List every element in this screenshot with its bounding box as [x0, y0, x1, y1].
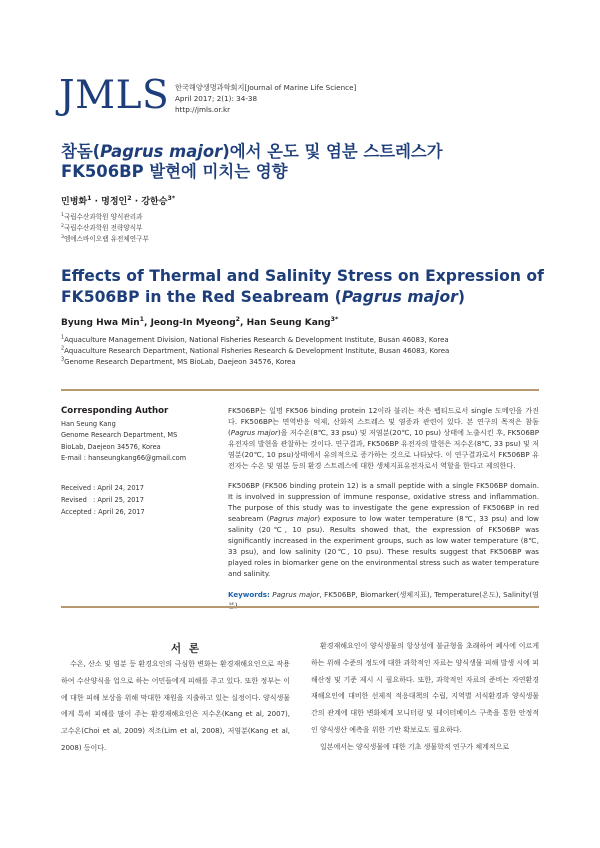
author-name: Han Seung Kang	[246, 318, 331, 328]
english-title-post: )	[457, 288, 466, 306]
author-name: 명정인	[101, 197, 128, 207]
affil-sup: 3	[61, 234, 64, 240]
affil-sup: 1	[61, 212, 64, 218]
affiliation: Aquaculture Research Department, National Fisheries Research & Development Institute, Busan 46083, Korea	[64, 347, 450, 355]
affiliation: Aquaculture Management Division, National Fisheries Research & Development Institute, Busan 46083, Korea	[64, 336, 449, 344]
abstract-english	[228, 481, 539, 579]
author-sup: 3*	[330, 316, 339, 323]
keywords-label: Keywords:	[228, 589, 270, 599]
korean-affiliations	[61, 212, 149, 245]
body-column-right	[311, 638, 539, 756]
author-sup: 1	[87, 195, 92, 202]
abstract-species: Pagrus major	[230, 427, 278, 437]
author-sup: 1	[139, 316, 145, 323]
abstract-species: Pagrus major	[269, 514, 318, 524]
author-sep: ·	[131, 197, 142, 207]
author-name: Byung Hwa Min	[61, 318, 140, 328]
divider-top	[61, 389, 539, 391]
english-title-species: Pagrus major	[341, 288, 458, 306]
body-paragraph: 환경재해요인이 양식생물의 항상성에 불균형을 초래하여 폐사에 이르게 하는 위해 수준의 정도에 대한 과학적인 자료는 양식생물 피해 발생 시에 피해산정 및 기준 제시 시 필요하다. 또한, 과학적인 자료의 준비는 자연환경재해요인에 대비한 선제적 적응대책의 수립, 지역별 서식환경과 양식생물 간의 관계에 대한 변화체계 모니터링 및 데이터베이스 구축을 통한 안정적인 양식생산 예측을 위한 기반 확보로도 필요하다.	[311, 642, 539, 734]
accepted-date: Accepted : April 26, 2017	[61, 508, 145, 516]
divider-bottom	[61, 606, 539, 608]
abstract-text: FK506BP (FK506 binding protein 12) is a small peptide with a single FK506BP domain. It is involved in suppression of immune response, oxidative stress and inflammation. The purpose of this study was to investigate the gene expression of FK506BP in red seabream (	[228, 481, 539, 524]
korean-title-pre: 참돔(	[61, 142, 101, 161]
affiliation: 엠에스바이오랩 유전체연구부	[63, 235, 149, 243]
author-sep: ·	[91, 197, 102, 207]
keyword-species: Pagrus major	[269, 589, 320, 599]
affil-sup: 3	[61, 356, 65, 363]
korean-title	[61, 142, 561, 182]
revised-date: Revised : April 25, 2017	[61, 496, 144, 504]
abstract-korean	[228, 406, 539, 471]
affil-sup: 2	[61, 223, 64, 229]
english-title-line1: Effects of Thermal and Salinity Stress on Expression of	[61, 267, 544, 285]
affil-sup: 2	[61, 345, 65, 352]
corresponding-heading: Corresponding Author	[61, 406, 169, 416]
author-name: Jeong-In Myeong	[150, 318, 236, 328]
section-title-introduction: 서 론	[170, 643, 202, 655]
korean-title-line2: FK506BP 발현에 미치는 영향	[61, 162, 288, 181]
english-title-pre: FK506BP in the Red Seabream (	[61, 288, 342, 306]
corr-email[interactable]: E-mail : hanseungkang66@gmail.com	[61, 454, 187, 463]
journal-logo: JMLS	[59, 73, 170, 118]
body-column-left	[61, 656, 290, 757]
abstract-text: ) exposure to low water temperature (8℃, 33 psu) and low salinity (20℃, 10 psu). Results showed that, the expression of FK506BP was significantly increased in the experiment groups, such as low water temperature (8℃, 33 psu), and low salinity (20℃, 10 psu). These results suggest that FK506BP was played roles in biomarker gene on the environmental stress such as water temperature and salinity.	[228, 514, 539, 578]
author-sup: 2	[127, 195, 132, 202]
author-name: 민병화	[61, 197, 88, 207]
affil-sup: 1	[61, 334, 65, 341]
korean-title-species: Pagrus major	[100, 142, 223, 161]
body-paragraph: 수온, 산소 및 염분 등 환경요인의 극심한 변화는 환경재해요인으로 작용하여 수산양식을 업으로 하는 어민들에게 피해를 주고 있다. 또한 정부는 이에 대한 피해 보상을 위해 막대한 재원을 지출하고 있는 실정이다. 양식생물에게 특히 피해를 많이 주는 환경재해요인은 저수온(Kang et al, 2007), 고수온(Choi et al, 2009) 적조(Lim et al, 2008), 저염분(Kang et al, 2008) 등이다.	[61, 660, 290, 752]
author-sep: ,	[144, 318, 151, 328]
body-paragraph: 일본에서는 양식생물에 대한 기초 생물학적 연구가 체계적으로	[320, 742, 510, 751]
author-sup: 3*	[167, 195, 176, 202]
keywords	[228, 590, 539, 612]
affiliation: 국립수산과학원 양식관리과	[63, 213, 143, 221]
abstract-text: FK506BP는 일명 FK506 binding protein 12이라 불리는 작은 펩티드로서 single 도메인을 가진다. FK506BP는 면역반응 억제, 산화적 스트레스 및 염증과 관련이 있다. 본 연구의 목적은 참돔(	[228, 406, 539, 437]
english-affiliations	[61, 335, 449, 368]
journal-info	[175, 82, 356, 115]
keywords-list: , FK506BP, Biomarker(생체지표), Temperature(온도), Salinity(염분)	[228, 589, 540, 610]
author-name: 강한승	[141, 197, 168, 207]
abstract	[228, 406, 539, 621]
korean-authors	[61, 194, 175, 207]
affiliation: Genome Research Department, MS BioLab, Daejeon 34576, Korea	[64, 358, 296, 366]
journal-name: 한국해양생명과학회지[Journal of Marine Life Science]	[175, 83, 357, 92]
corresponding-info	[61, 419, 186, 465]
article-dates	[61, 482, 145, 518]
corr-line: Genome Research Department, MS	[61, 431, 178, 440]
abstract-text: )을 저수온(8℃, 33 psu) 및 저염분(20℃, 10 psu) 상태에 노출시킨 후, FK506BP 유전자의 발현을 관찰하는 것이다. 연구결과, FK506BP 유전자의 발현은 저수온(8℃, 33 psu) 및 저염분(20℃, 10 psu)상태에서 유의적으로 증가하는 것으로 나타났다. 이 연구결과로서 FK506BP 유전자는 수온 및 염분 등의 환경 스트레스에 대한 생체지표유전자로서 역할을 한다고 제의한다.	[228, 427, 539, 470]
author-sup: 2	[235, 316, 241, 323]
corr-name: Han Seung Kang	[61, 420, 116, 428]
korean-title-post: )에서 온도 및 염분 스트레스가	[222, 142, 443, 161]
affiliation: 국립수산과학원 전략양식부	[63, 224, 143, 232]
journal-issue: April 2017; 2(1): 34-38	[175, 94, 258, 103]
english-title	[61, 266, 561, 308]
journal-url[interactable]: http://jmls.or.kr	[175, 105, 231, 114]
english-authors	[61, 318, 338, 328]
author-sep: ,	[240, 318, 247, 328]
received-date: Received : April 24, 2017	[61, 484, 144, 492]
corr-line: BioLab, Daejeon 34576, Korea	[61, 442, 161, 451]
